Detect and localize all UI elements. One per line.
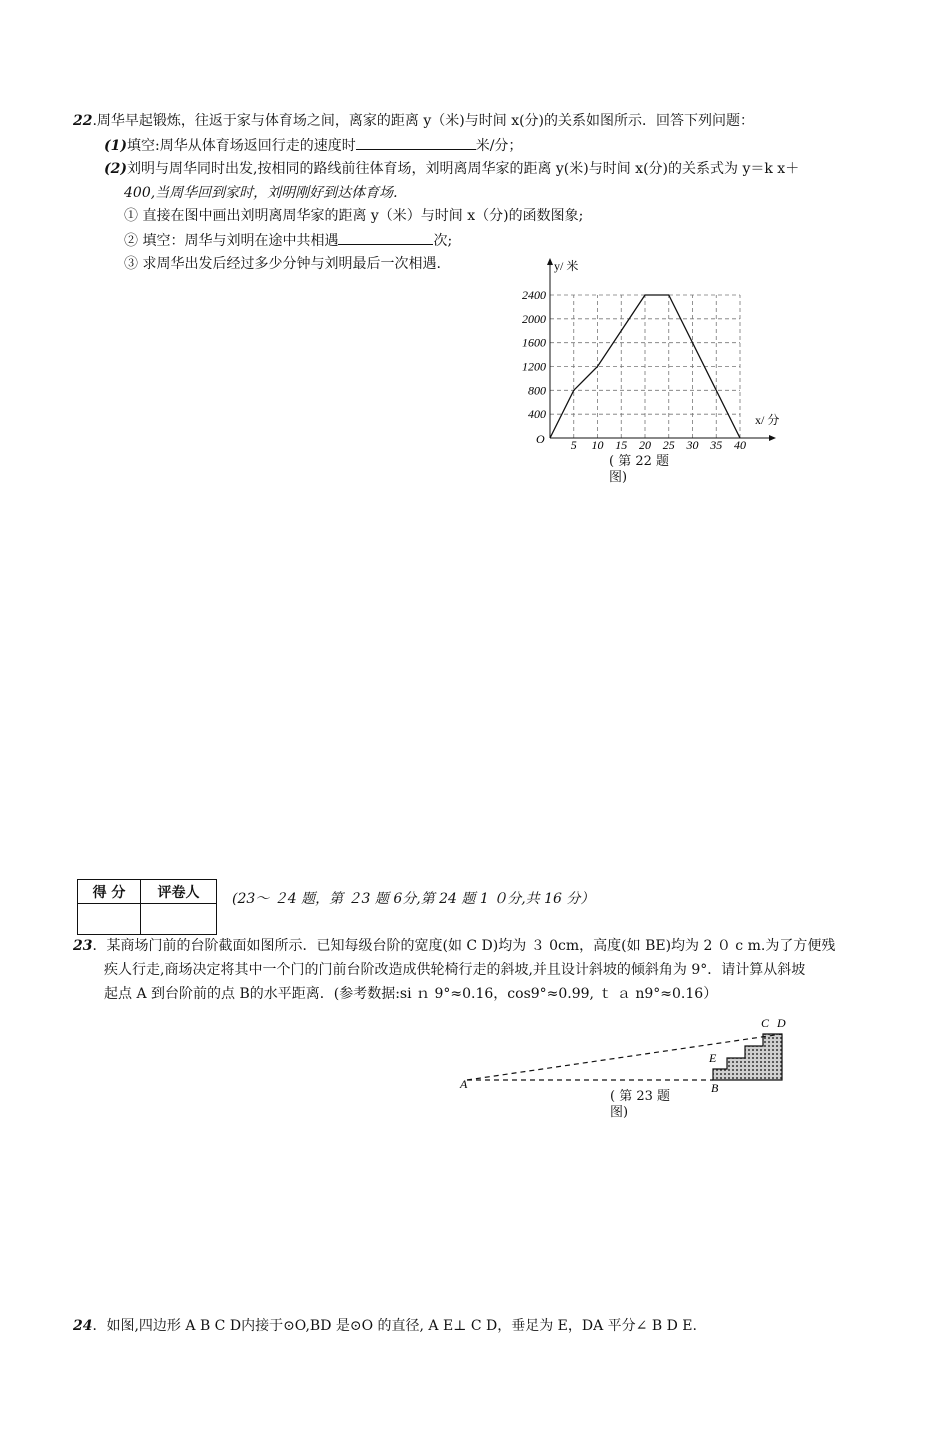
q23-caption: ( 第 23 题 图) [610, 1089, 671, 1120]
q22-part1: (1)填空:周华从体育场返回行走的速度时 米/分； [104, 135, 522, 156]
x-tick-label-35: 35 [710, 438, 723, 452]
q22-sub1: ① 直接在图中画出刘明离周华家的距离 y（米）与时间 x（分)的函数图象; [124, 208, 584, 224]
label-A: A [460, 1077, 468, 1091]
q23-line2: 疾人行走,商场决定将其中一个门的门前台阶改造成供轮椅行走的斜坡,并且设计斜坡的倾斜角为 9°．请计算从斜坡 [104, 962, 806, 978]
q22-part2-cont: 400,当周华回到家时，刘明刚好到达体育场. [124, 185, 398, 201]
x-tick-label-5: 5 [570, 438, 577, 452]
q22-part2: (2)刘明与周华同时出发,按相同的路线前往体育场，刘明离周华家的距离 y(米)与时间 x(分)的关系式为 y＝k x＋ [104, 161, 800, 177]
label-C: C [761, 1016, 770, 1030]
y-axis-label: y/ 米 [554, 259, 579, 273]
x-tick-label-25: 25 [662, 438, 675, 452]
q23-number: 23 [73, 938, 93, 954]
q23-stair-diagram [455, 1012, 795, 1097]
x-axis-label: x/ 分 [755, 413, 780, 427]
score-cell[interactable] [78, 904, 141, 935]
q22-answer-blank-1[interactable] [356, 135, 476, 150]
stair-shape [713, 1034, 782, 1080]
q22-chart [505, 252, 795, 462]
q22-stem: 22.周华早起锻炼，往返于家与体育场之间，离家的距离 y（米)与时间 x(分)的关系如图所示．回答下列问题： [73, 113, 755, 129]
y-tick-label-2400: 2400 [522, 288, 546, 302]
origin-label: O [536, 432, 545, 446]
grader-header: 评卷人 [141, 880, 217, 904]
x-tick-label-40: 40 [734, 438, 746, 452]
y-tick-label-400: 400 [528, 407, 546, 422]
q22-number: 22 [73, 113, 93, 129]
q23-line3: 起点 A 到台阶前的点 B的水平距离．(参考数据:si ｎ 9°≈0.16，cos9°≈0.99, ｔ ａ n9°≈0.16） [104, 986, 718, 1002]
section-note: (23～ ２4 题，第 ２3 题 6分,第 24 题 1 ０分,共 16 分） [232, 891, 595, 907]
q22-caption: ( 第 22 题 图) [609, 454, 670, 485]
q22-answer-blank-2[interactable] [338, 230, 433, 245]
q24-text: 24．如图,四边形 A B C D内接于⊙O,BD 是⊙O 的直径, A E⊥ C D，垂足为 E，DA 平分∠ B D E. [73, 1318, 697, 1334]
q24-number: 24 [73, 1318, 93, 1334]
y-tick-label-800: 800 [528, 383, 546, 398]
y-axis-arrow [547, 258, 553, 265]
score-box [77, 879, 217, 935]
x-tick-label-20: 20 [639, 438, 651, 452]
q22-sub3: ③ 求周华出发后经过多少分钟与刘明最后一次相遇. [124, 256, 441, 272]
grader-cell[interactable] [141, 904, 217, 935]
q23-line1: 23．某商场门前的台阶截面如图所示．已知每级台阶的宽度(如 C D)均为 ３ 0cm，高度(如 BE)均为 2 ０ c m.为了方便残 [73, 938, 836, 954]
score-header: 得 分 [78, 880, 141, 904]
label-D: D [777, 1016, 786, 1030]
x-tick-label-10: 10 [591, 438, 604, 452]
x-tick-label-15: 15 [615, 438, 628, 452]
label-B: B [711, 1081, 719, 1095]
q22-sub2: ② 填空：周华与刘明在途中共相遇 次; [124, 230, 452, 251]
x-axis-arrow [769, 435, 776, 441]
y-tick-label-1200: 1200 [522, 359, 546, 374]
y-tick-label-1600: 1600 [522, 335, 546, 350]
x-tick-label-30: 30 [686, 438, 699, 452]
y-tick-label-2000: 2000 [522, 311, 546, 326]
label-E: E [709, 1051, 717, 1065]
